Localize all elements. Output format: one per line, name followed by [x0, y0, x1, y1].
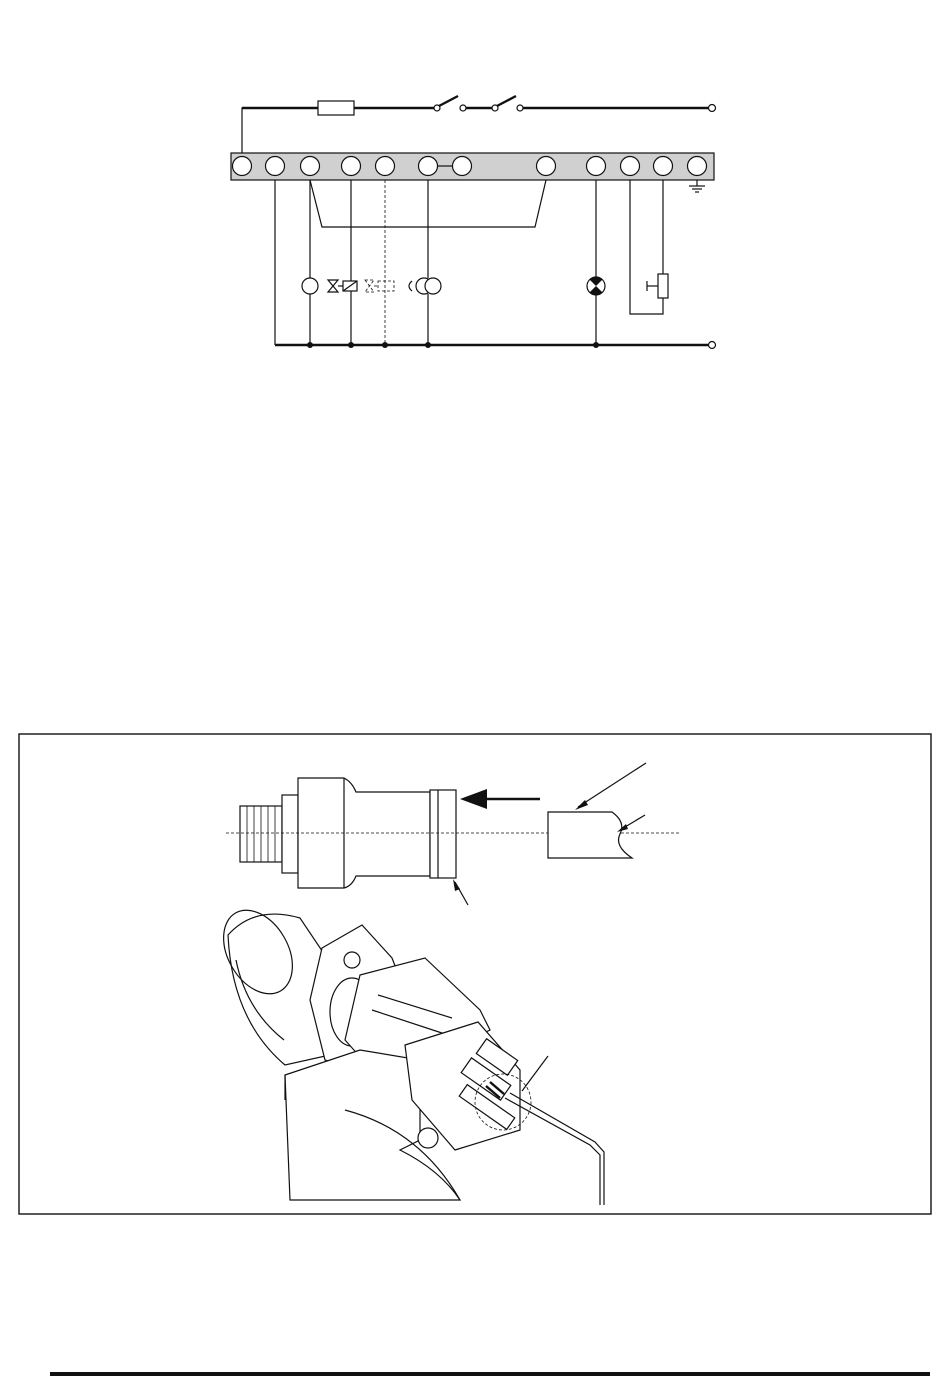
burner-assembly — [210, 898, 604, 1205]
wiring-diagram — [231, 96, 716, 349]
solenoid-valve-symbol — [328, 280, 357, 292]
terminal-screws — [233, 157, 707, 176]
footer-rule — [50, 1372, 930, 1376]
switch-symbol-2 — [492, 96, 523, 111]
insertion-arrow — [460, 789, 540, 809]
lockout-lamp-symbol — [587, 277, 605, 295]
supply-terminal-neutral — [709, 342, 716, 349]
switch-symbol-1 — [434, 96, 466, 111]
optional-valve-symbol — [365, 280, 394, 292]
pressure-switch-symbol — [647, 274, 668, 298]
ignition-transformer-symbol — [409, 278, 441, 294]
fuse-symbol — [318, 101, 354, 115]
motor-symbol — [302, 278, 318, 294]
earth-symbol — [689, 180, 705, 192]
supply-terminal-phase — [709, 105, 716, 112]
photocell-tube — [548, 812, 632, 858]
supply-line-top — [242, 108, 708, 153]
